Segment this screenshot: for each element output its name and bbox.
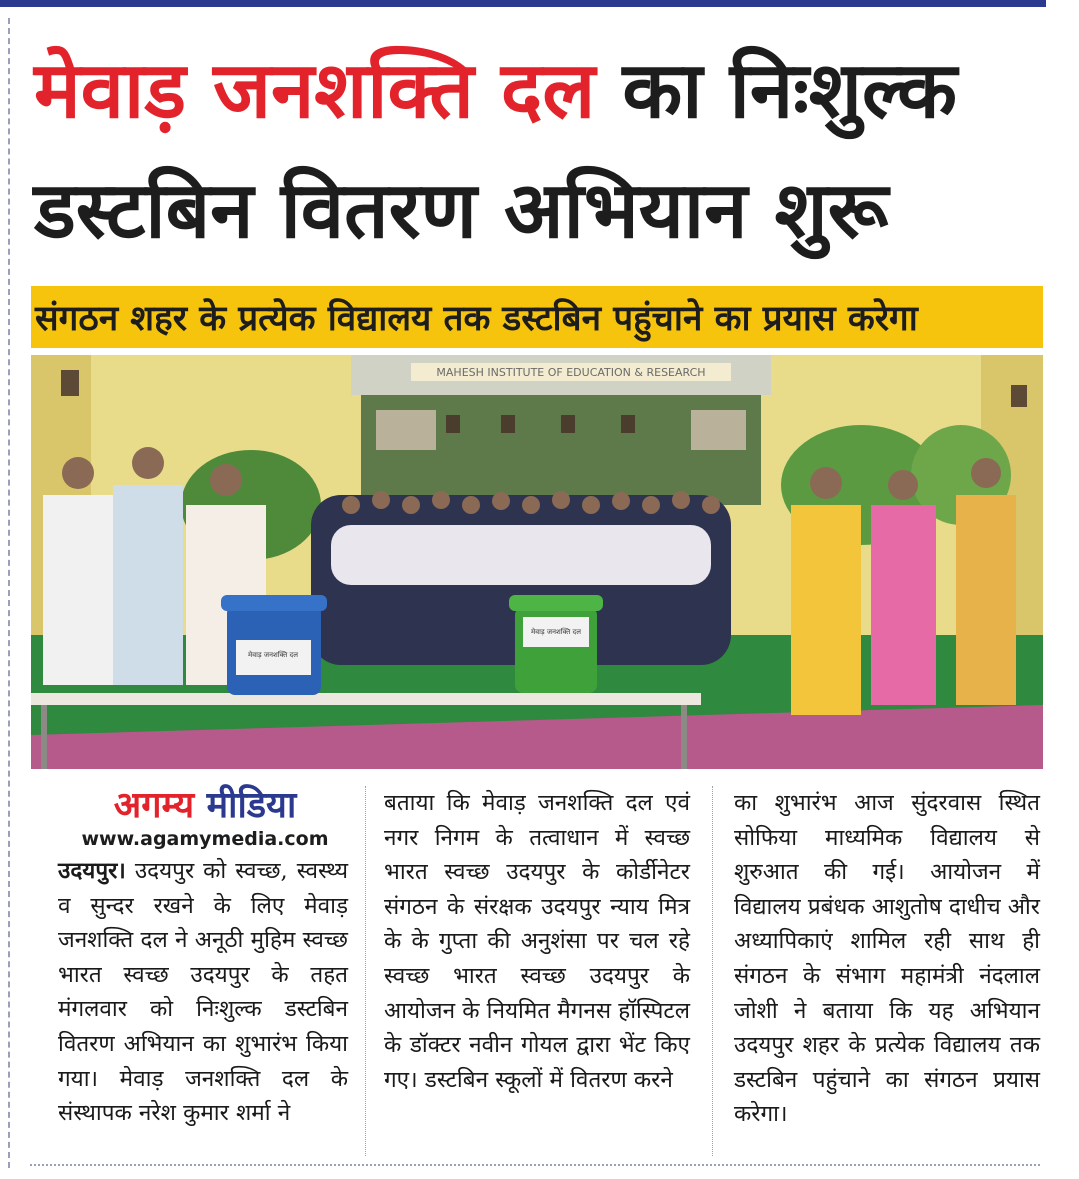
column-separator (712, 786, 713, 1156)
headline-dark-part: का निःशुल्क (622, 46, 958, 136)
brand-logo (60, 786, 350, 826)
left-dotted-rule (8, 18, 10, 1168)
article-column-2: बताया कि मेवाड़ जनशक्ति दल एवं नगर निगम के तत्वाधान में स्वच्छ भारत स्वच्छ उदयपुर के कोर्डीनेटर संगठन के संरक्षक उदयपुर न्याय मित्र के के गुप्ता की अनुशंसा पर चल रहे स्वच्छ भारत स्वच्छ उदयपुर के आयोजन के नियमित मैगनस हॉस्पिटल के डॉक्टर नवीन गोयल द्वारा भेंट किए गए। डस्टबिन स्कूलों में वितरण करने (384, 790, 690, 1093)
column-separator (365, 786, 366, 1156)
headline-red-part: मेवाड़ जनशक्ति दल (34, 46, 596, 136)
brand-name-part-1: अगम्य (113, 785, 195, 826)
media-brand (60, 786, 350, 850)
headline-line-1 (34, 46, 958, 136)
school-group-photo (31, 355, 1043, 769)
brand-name-part-2: मीडिया (206, 785, 297, 826)
blue-dustbin (221, 595, 327, 695)
subheadline-text: संगठन शहर के प्रत्येक विद्यालय तक डस्टबिन पहुंचाने का प्रयास करेगा (35, 298, 918, 339)
green-dustbin (509, 595, 603, 693)
green-bin-label: मेवाड़ जनशक्ति दल (531, 628, 581, 636)
article-column-1 (58, 854, 348, 1131)
column-1-text: उदयपुर को स्वच्छ, स्वस्थ्य व सुन्दर रखने के लिए मेवाड़ जनशक्ति दल ने अनूठी मुहिम स्वच्छ भारत स्वच्छ उदयपुर के तहत मंगलवार को निःशुल्क डस्टबिन वितरण अभियान का शुभारंभ किया गया। मेवाड़ जनशक्ति दल के संस्थापक नरेश कुमार शर्मा ने (58, 858, 348, 1127)
bottom-dotted-rule (30, 1164, 1040, 1166)
top-border (0, 0, 1046, 7)
banner-text: MAHESH INSTITUTE OF EDUCATION & RESEARCH (436, 366, 706, 379)
headline-line-2: डस्टबिन वितरण अभियान शुरू (34, 166, 889, 256)
subheadline-bar (31, 286, 1043, 348)
article-column-3: का शुभारंभ आज सुंदरवास स्थित सोफिया माध्यमिक विद्यालय से शुरुआत की गई। आयोजन में विद्यालय प्रबंधक आशुतोष दाधीच और अध्यापिकाएं शामिल रही साथ ही संगठन के संभाग महामंत्री नंदलाल जोशी ने बताया कि यह अभियान उदयपुर शहर के प्रत्येक विद्यालय तक डस्टबिन पहुंचाने का संगठन प्रयास करेगा। (734, 790, 1040, 1128)
blue-bin-label: मेवाड़ जनशक्ति दल (248, 651, 298, 659)
brand-url: www.agamymedia.com (81, 828, 329, 850)
news-photo (31, 355, 1043, 769)
dateline: उदयपुर। (58, 858, 126, 884)
